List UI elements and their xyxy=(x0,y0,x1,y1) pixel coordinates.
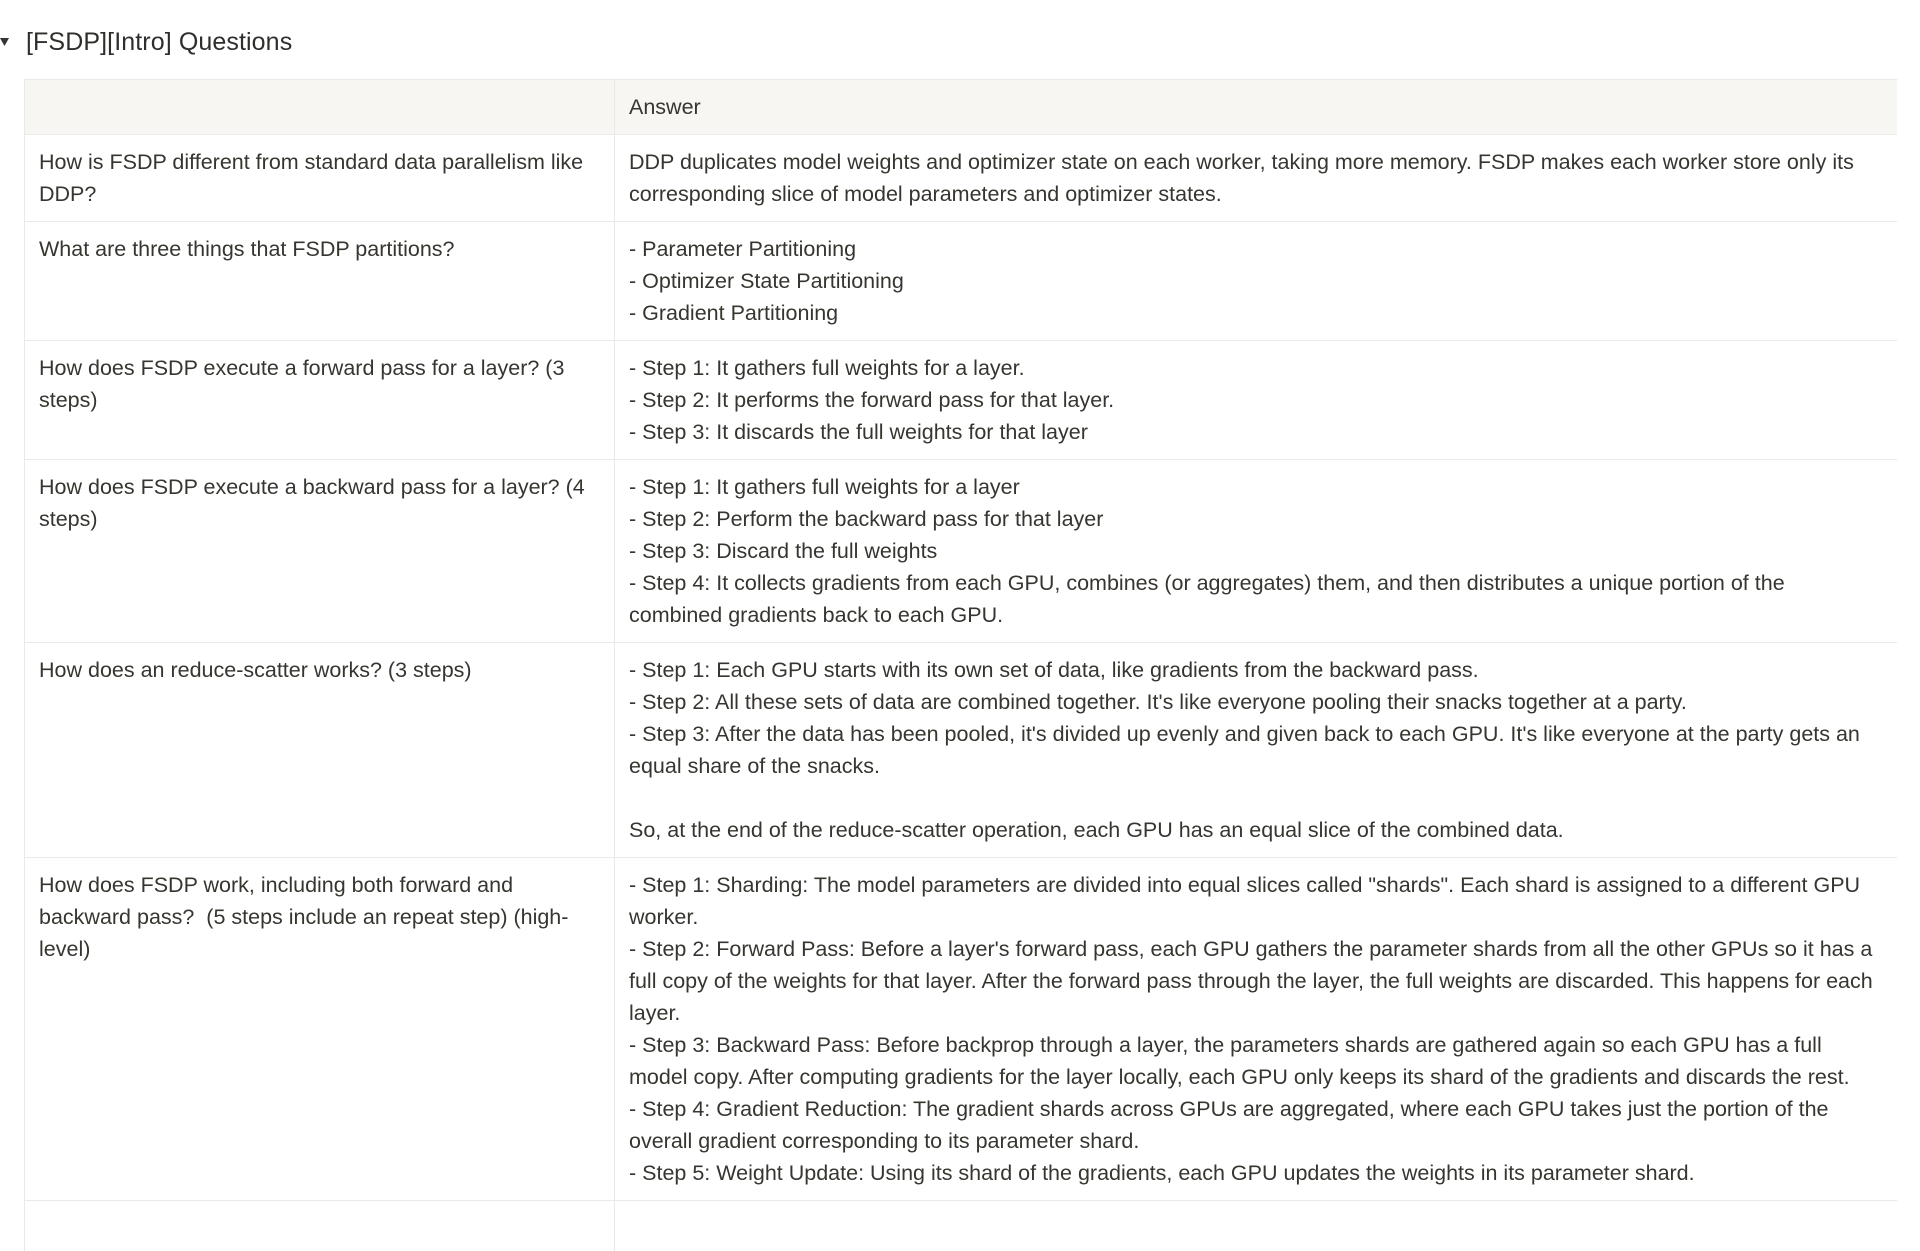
answer-cell[interactable] xyxy=(615,460,1898,643)
question-text: How does FSDP execute a forward pass for a layer? (3 steps) xyxy=(39,356,571,412)
table-row xyxy=(25,341,1898,460)
qa-table xyxy=(24,79,1897,1251)
table-row xyxy=(25,643,1898,858)
answer-text: - Step 1: Each GPU starts with its own set of data, like gradients from the backward pass. - Step 2: All these sets of data are combined together. It's like everyone pooling their snacks together at a party. - Step 3: After the data has been pooled, it's divided up evenly and given back to each GPU. It's like everyone at the party gets an equal share of the snacks. So, at the end of the reduce-scatter operation, each GPU has an equal slice of the combined data. xyxy=(629,658,1860,842)
triangle-down-icon[interactable] xyxy=(0,35,14,49)
question-text: How does FSDP execute a backward pass for a layer? (4 steps) xyxy=(39,475,591,531)
answer-text: - Parameter Partitioning - Optimizer State Partitioning - Gradient Partitioning xyxy=(629,237,904,325)
answer-text: - Step 1: It gathers full weights for a layer. - Step 2: It performs the forward pass for that layer. - Step 3: It discards the full weights for that layer xyxy=(629,356,1115,444)
answer-cell[interactable] xyxy=(615,643,1898,858)
answer-cell[interactable] xyxy=(615,341,1898,460)
question-text: How does an reduce-scatter works? (3 steps) xyxy=(39,658,472,682)
question-cell[interactable] xyxy=(25,222,615,341)
toggle-title[interactable]: [FSDP][Intro] Questions xyxy=(26,28,293,56)
table-row xyxy=(25,460,1898,643)
question-cell[interactable] xyxy=(25,341,615,460)
table-header-row xyxy=(25,80,1898,135)
question-text: What are three things that FSDP partitions? xyxy=(39,237,455,261)
question-text: How does FSDP work, including both forward and backward pass? (5 steps include an repeat step) (high-level) xyxy=(39,873,569,961)
toggle-block-header xyxy=(0,22,292,62)
question-column-header[interactable] xyxy=(25,80,615,135)
table-row xyxy=(25,858,1898,1201)
question-text: How is FSDP different from standard data parallelism like DDP? xyxy=(39,150,590,206)
answer-text: DDP duplicates model weights and optimizer state on each worker, taking more memory. FSDP makes each worker store only its corresponding slice of model parameters and optimizer states. xyxy=(629,150,1860,206)
answer-cell[interactable] xyxy=(615,858,1898,1201)
table-row-partial xyxy=(25,1201,1898,1251)
answer-column-header[interactable]: Answer xyxy=(615,80,1898,135)
answer-cell[interactable] xyxy=(615,1201,1898,1251)
question-cell[interactable] xyxy=(25,1201,615,1251)
qa-table-container xyxy=(24,79,1897,1251)
answer-cell[interactable] xyxy=(615,135,1898,222)
question-cell[interactable] xyxy=(25,135,615,222)
question-cell[interactable] xyxy=(25,643,615,858)
question-cell[interactable] xyxy=(25,460,615,643)
answer-text: - Step 1: Sharding: The model parameters are divided into equal slices called "shards". Each shard is assigned to a different GPU worker. - Step 2: Forward Pass: Before a layer's forward pass, each GPU gathers the parameter shards from all the other GPUs so it has a full copy of the weights for that layer. After the forward pass through the layer, the full weights are discarded. This happens for each layer. - Step 3: Backward Pass: Before backprop through a layer, the parameters shards are gathered again so each GPU has a full model copy. After computing gradients for the layer locally, each GPU only keeps its shard of the gradients and discards the rest. - Step 4: Gradient Reduction: The gradient shards across GPUs are aggregated, where each GPU takes just the portion of the overall gradient corresponding to its parameter shard. - Step 5: Weight Update: Using its shard of the gradients, each GPU updates the weights in its parameter shard. xyxy=(629,873,1873,1185)
answer-cell[interactable] xyxy=(615,222,1898,341)
table-row xyxy=(25,135,1898,222)
question-cell[interactable] xyxy=(25,858,615,1201)
table-row xyxy=(25,222,1898,341)
answer-text: - Step 1: It gathers full weights for a layer - Step 2: Perform the backward pass for that layer - Step 3: Discard the full weights - Step 4: It collects gradients from each GPU, combines (or aggregates) them, and then distributes a unique portion of the combined gradients back to each GPU. xyxy=(629,475,1785,627)
